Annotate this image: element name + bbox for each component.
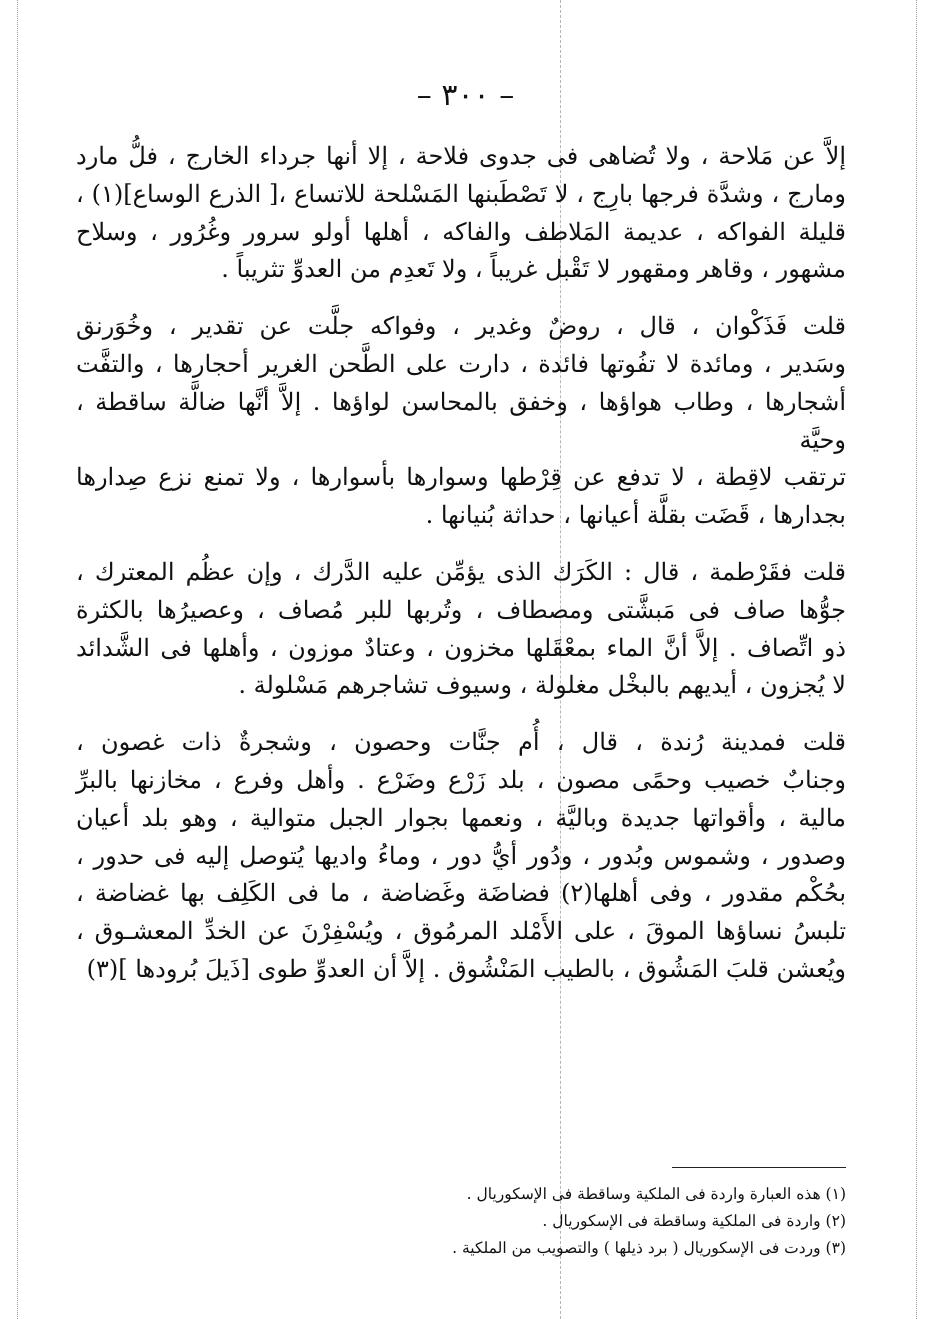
text-line: بحُكْم مقدور ، وفى أهلها(٢) فضاضَة وغَضاضة ، ما فى الكَلِف بها غضاضة ، (76, 879, 846, 908)
text-line: ومارج ، وشدَّة فرجها بارِج ، لا تَصْطَبنها المَسْلحة للاتساع ،[ الذرع الوساع](١) ، (76, 179, 846, 208)
text-line: إلاَّ عن مَلاحة ، ولا تُضاهى فى جدوى فلاحة ، إلا أنها جرداء الخارج ، فلُّ مارد (76, 142, 846, 170)
footnote-separator (672, 1167, 846, 1168)
paragraph (76, 308, 846, 535)
text-line: أشجارها ، وطاب هواؤها ، وخفق بالمحاسن لواؤها . إلاَّ أنَّها ضالَّة ساقطة ، وحيَّة (76, 387, 846, 454)
text-line: وصدور ، وشموس وبُدور ، ودُور أيُّ دور ، وماءُ واديها يُتوصل إليه فى حدور ، (76, 841, 846, 870)
footnotes (300, 1181, 846, 1262)
text-line: مالية ، وأقواتها جديدة وباليَّة ، ونعمها بجوار الجبل متوالية ، وهو بلد أعيان (76, 803, 846, 832)
paragraph (76, 138, 846, 289)
paragraph (76, 554, 846, 705)
text-line: تلبسُ نساؤها الموقَ ، على الأَمْلد المرمُوق ، ويُسْفِرْنَ عن الخدِّ المعشـوق ، (76, 917, 846, 946)
text-line: قليلة الفواكه ، عديمة المَلاطف والفاكه ، أهلها أولو سرور وغُرُور ، وسلاح (76, 217, 846, 246)
footnote: (١) هذه العبارة واردة فى الملكية وساقطة فى الإسكوريال . (466, 1185, 846, 1203)
text-line: ترتقب لاقِطة ، لا تدفع عن قِرْطها وسوارها بأسوارها ، ولا تمنع نزع صِدارها (76, 463, 846, 492)
text-line: قلت فقَرْطمة ، قال : الكَرَك الذى يؤمِّن عليه الدَّرك ، وإن عظُم المعترك ، (76, 557, 846, 586)
text-line: ويُعشن قلبَ المَشُوق ، بالطيب المَنْشُوق . إلاَّ أن العدوِّ طوى [ذَيلَ بُرودها ](٣) (86, 954, 846, 983)
text-line: وسَدير ، ومائدة لا تفُوتها فائدة ، دارت على الطَّحن الغرير أحجارها ، والتفَّت (76, 349, 846, 378)
text-line: ذو اتِّصاف . إلاَّ أنَّ الماء بمعْقَلها مخزون ، وعتادٌ موزون ، وأهلها فى الشَّدائد (76, 633, 846, 662)
footnote: (٢) واردة فى الملكية وساقطة فى الإسكوريال . (542, 1212, 846, 1230)
text-line: مشهور ، وقاهر ومقهور لا تَقْبل غريباً ، ولا تَعدِم من العدوِّ تثريباً . (221, 255, 846, 284)
text-line: قلت فَذَكْوان ، قال ، روضٌ وغدير ، وفواكه جلَّت عن تقدير ، وخُوَرنق (76, 312, 847, 341)
footnote: (٣) وردت فى الإسكوريال ( برد ذيلها ) والتصويب من الملكية . (452, 1239, 846, 1257)
text-line: بجدارها ، قَضَت بقلَّة أعيانها ، حداثة بُنيانها . (425, 501, 846, 530)
text-line: قلت فمدينة رُندة ، قال ، أُم جنَّات وحصون ، وشجرةٌ ذات غصون ، (76, 728, 846, 757)
page-number: – ٣٠٠ – (416, 78, 515, 113)
right-margin-dotted-line (916, 0, 917, 1319)
text-line: جوُّها صاف فى مَبشَّتى ومصطاف ، وتُربها للبر مُصاف ، وعصيرُها بالكثرة (76, 595, 846, 624)
left-margin-dotted-line (17, 0, 18, 1319)
text-line: لا يُجزون ، أيديهم بالبخْل مغلولة ، وسيوف تشاجرهم مَسْلولة . (238, 671, 846, 700)
body-text (76, 138, 846, 989)
paragraph (76, 724, 846, 989)
text-line: وجنابٌ خصيب وحمًى مصون ، بلد زَرْع وضَرْع . وأهل وفرع ، مخازنها بالبرِّ (76, 765, 846, 794)
